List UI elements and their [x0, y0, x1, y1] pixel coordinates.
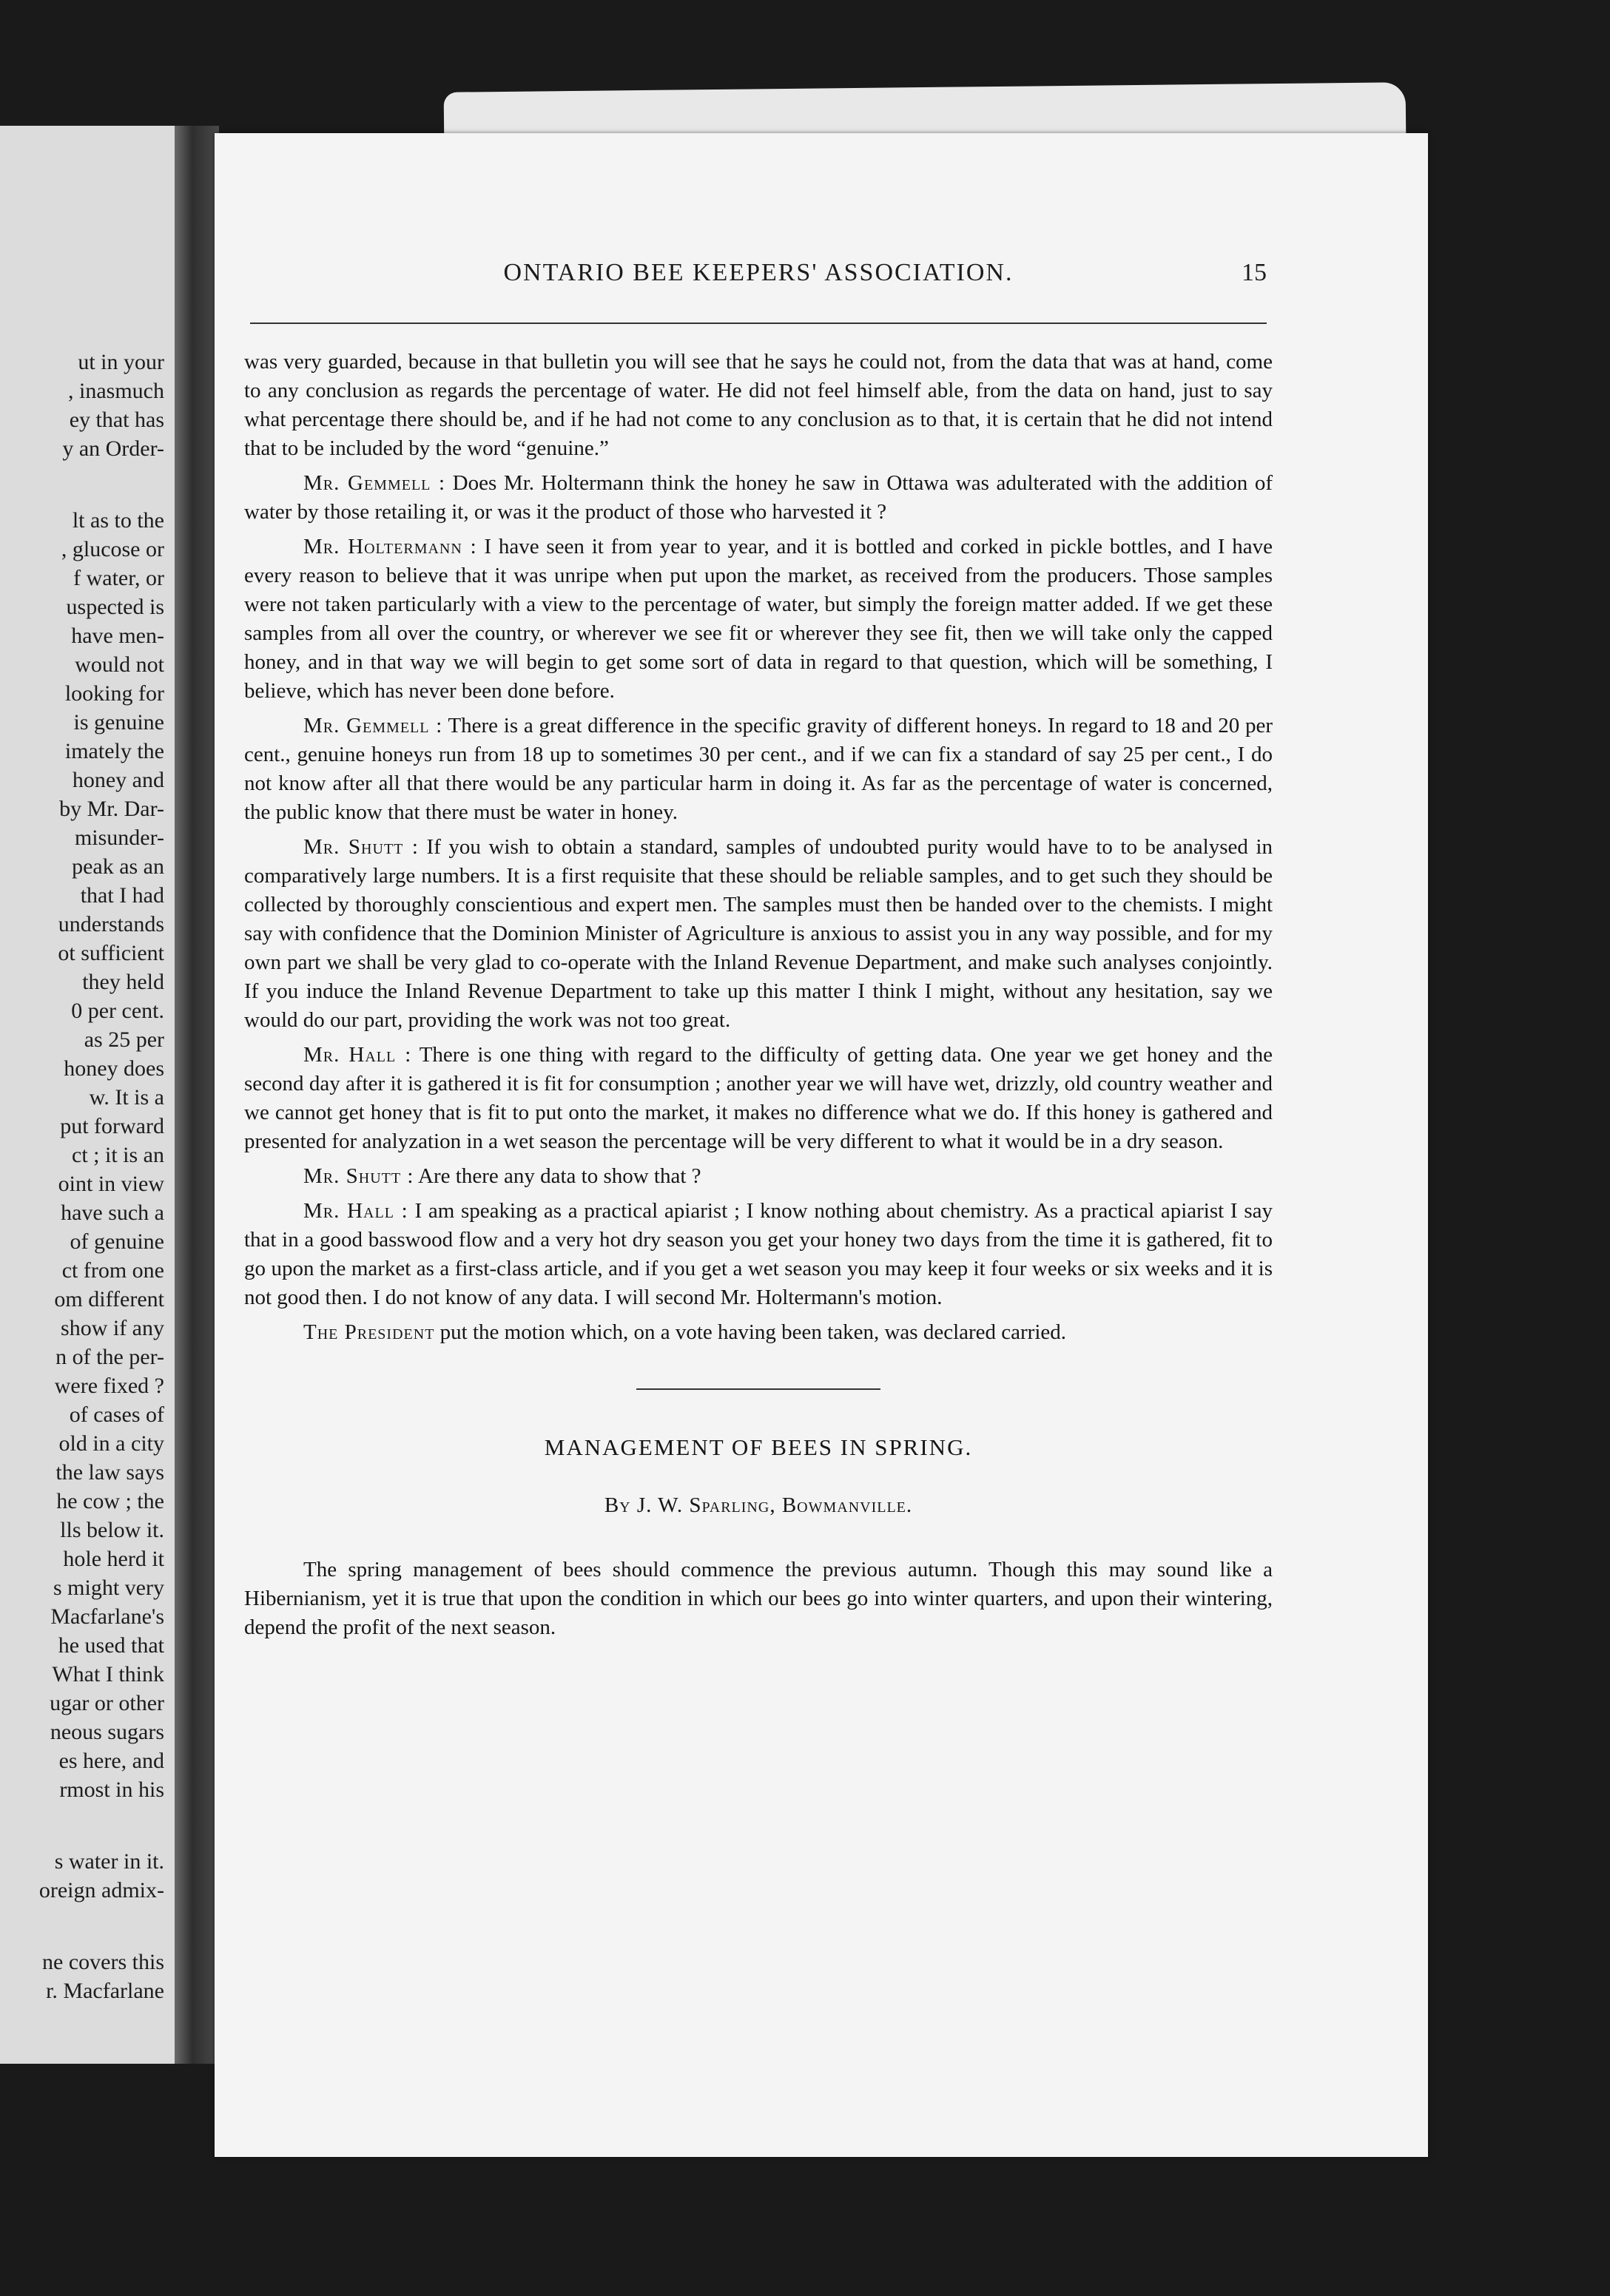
speaker-name: Mr. Hall :: [303, 1199, 408, 1223]
left-page-line: ey that has: [69, 408, 164, 432]
left-page-line: oint in view: [58, 1172, 164, 1196]
paragraph: [244, 1041, 1273, 1156]
body-text: [244, 348, 1273, 1648]
left-page-line: y an Order-: [62, 436, 164, 461]
left-page-line: that I had: [80, 883, 164, 908]
speaker-name: Mr. Shutt :: [303, 835, 419, 859]
left-page-line: 0 per cent.: [71, 999, 164, 1023]
left-page-line: f water, or: [73, 566, 164, 590]
left-page-line: put forward: [60, 1114, 164, 1138]
left-page-line: Macfarlane's: [50, 1604, 164, 1629]
main-page: [215, 133, 1428, 2157]
left-page-line: lt as to the: [72, 508, 164, 533]
left-page-line: by Mr. Dar-: [59, 797, 164, 821]
paragraph-text: I have seen it from year to year, and it is bottled and corked in pickle bottles, and I have every reason to believe that it was unripe when put upon the market, as received from the producers. Those samples were not taken particularly with a view to the percentage of water, but simply the foreign matter added. If we get these samples from all over the country, or wherever we see fit or wherever they see fit, then we will take only the capped honey, and in that way we will begin to get some sort of data in regard to that question, which will be something, I believe, which has never been done before.: [244, 535, 1273, 703]
section-paragraph: [244, 1556, 1273, 1642]
left-page-line: ne covers this: [42, 1950, 164, 1974]
paragraph-text: I am speaking as a practical apiarist ; I know nothing about chemistry. As a practical apiarist I say that in a good basswood flow and a very hot dry season you get your honey two days from the time it is gathered, fit to go upon the market as a first-class article, and if you get a wet season you may keep it four weeks or six weeks and it is not good then. I do not know of any data. I will second Mr. Holtermann's motion.: [244, 1199, 1273, 1309]
left-page-line: were fixed ?: [54, 1374, 164, 1398]
left-page-line: ut in your: [78, 350, 164, 374]
paragraph-text: Are there any data to show that ?: [414, 1164, 701, 1188]
left-page-line: as 25 per: [84, 1027, 164, 1052]
paragraph-text: There is one thing with regard to the difficulty of getting data. One year we get honey and the second day after it is gathered it is fit for consumption ; another year we will have wet, drizzly, old country weather and we cannot get honey that is fit to put onto the market, it makes no difference what we do. If this honey is gathered and presented for analyzation in a wet season the percentage will be very different to what it would be in a dry season.: [244, 1043, 1273, 1153]
left-page-line: he cow ; the: [56, 1489, 164, 1513]
left-page-line: would not: [75, 652, 164, 677]
left-page-line: s might very: [53, 1576, 164, 1600]
left-page-line: What I think: [52, 1662, 164, 1686]
paragraph: [244, 1197, 1273, 1312]
page-number: 15: [1242, 259, 1267, 286]
left-page-line: understands: [58, 912, 164, 936]
page-header: [250, 259, 1267, 296]
paragraph-text: There is a great difference in the specific gravity of different honeys. In regard to 18 and 20 per cent., genuine honeys run from 18 up to sometimes 30 per cent., and if we can fix a standard of say 25 per cent., I do not know after all that there would be any particular harm in doing it. As far as the percentage of water is concerned, the public know that there must be water in honey.: [244, 714, 1273, 824]
section-title: MANAGEMENT OF BEES IN SPRING.: [544, 1434, 973, 1460]
left-page-line: hole herd it: [63, 1547, 164, 1571]
left-page-line: honey and: [72, 768, 164, 792]
left-page-line: have men-: [71, 624, 164, 648]
speaker-name: Mr. Hall :: [303, 1043, 412, 1067]
left-page-line: [0, 463, 164, 506]
paragraph-text: put the motion which, on a vote having been taken, was declared carried.: [434, 1320, 1067, 1344]
speaker-name: Mr. Holtermann :: [303, 535, 477, 558]
left-page-line: [0, 1905, 164, 1948]
left-page-fragment: [0, 126, 175, 2064]
speaker-name: Mr. Gemmell :: [303, 714, 443, 737]
paragraph-text: The spring management of bees should commence the previous autumn. Though this may sound like a Hibernianism, yet it is true that upon the condition in which our bees go into winter quarters, and upon their wintering, depend the profit of the next season.: [244, 1558, 1273, 1639]
running-title: ONTARIO BEE KEEPERS' ASSOCIATION.: [503, 259, 1014, 286]
paragraph: [244, 348, 1273, 463]
left-page-line: show if any: [61, 1316, 164, 1340]
left-page-line: ct from one: [61, 1258, 164, 1283]
left-page-line: lls below it.: [60, 1518, 164, 1542]
left-page-line: r. Macfarlane: [46, 1979, 164, 2003]
left-page-line: misunder-: [74, 825, 164, 850]
left-page-line: peak as an: [72, 854, 164, 879]
left-page-line: they held: [82, 970, 164, 994]
paragraph: [244, 1318, 1273, 1347]
header-rule: [250, 323, 1267, 324]
paragraph: [244, 712, 1273, 827]
left-page-line: es here, and: [58, 1749, 164, 1773]
paragraph: [244, 533, 1273, 706]
paragraph: [244, 833, 1273, 1035]
section-divider: [636, 1388, 880, 1390]
left-page-line: , glucose or: [61, 537, 164, 561]
left-page-line: he used that: [58, 1633, 164, 1658]
left-page-line: looking for: [64, 681, 164, 706]
left-page-line: s water in it.: [54, 1849, 164, 1874]
left-page-line: ugar or other: [50, 1691, 164, 1715]
speaker-name: The President: [303, 1320, 435, 1344]
left-page-line: neous sugars: [50, 1720, 164, 1744]
speaker-name: Mr. Shutt :: [303, 1164, 414, 1188]
left-page-line: ct ; it is an: [72, 1143, 164, 1167]
left-page-line: have such a: [61, 1201, 164, 1225]
left-page-line: of genuine: [70, 1229, 164, 1254]
section-byline: By J. W. Sparling, Bowmanville.: [604, 1493, 913, 1517]
left-page-line: honey does: [64, 1056, 164, 1081]
left-page-line: old in a city: [58, 1431, 164, 1456]
left-page-line: rmost in his: [59, 1777, 164, 1802]
paragraph: [244, 1162, 1273, 1191]
left-page-line: is genuine: [73, 710, 164, 735]
paragraph-text: If you wish to obtain a standard, samples of undoubted purity would have to to be analysed in comparatively large numbers. It is a first requisite that these should be reliable samples, and to get such they should be collected by thoroughly conscientious and expert men. The samples must then be handed over to the chemists. I might say with confidence that the Dominion Minister of Agriculture is anxious to assist you in any way possible, and for my own part we shall be very glad to co-operate with the Inland Revenue Department, and make such analyses conjointly. If you induce the Inland Revenue Department to take up this matter I think I might, without any hesitation, say we would do our part, providing the work was not too great.: [244, 835, 1273, 1032]
paragraph-text: Does Mr. Holtermann think the honey he saw in Ottawa was adulterated with the addition of water by those retailing it, or was it the product of those who harvested it ?: [244, 471, 1273, 524]
left-page-line: , inasmuch: [68, 379, 164, 403]
left-page-line: uspected is: [66, 595, 164, 619]
paragraph-text: was very guarded, because in that bulletin you will see that he says he could not, from the data that was at hand, come to any conclusion as regards the percentage of water. He did not feel himself able, from the data on hand, just to say what percentage there should be, and if he had not come to any conclusion as to that, it is certain that he did not intend that to be included by the word “genuine.”: [244, 350, 1273, 460]
left-page-line: om different: [54, 1287, 164, 1311]
paragraph: [244, 469, 1273, 527]
left-page-line: oreign admix-: [38, 1878, 164, 1902]
left-page-line: ot sufficient: [58, 941, 164, 965]
left-page-line: [0, 1804, 164, 1847]
book-gutter: [175, 126, 219, 2064]
left-page-line: w. It is a: [89, 1085, 164, 1110]
left-page-line: imately the: [64, 739, 164, 763]
left-page-line: of cases of: [69, 1402, 164, 1427]
speaker-name: Mr. Gemmell :: [303, 471, 446, 495]
left-page-line: the law says: [55, 1460, 164, 1485]
left-page-line: n of the per-: [55, 1345, 164, 1369]
left-page-text-column: [0, 348, 164, 2005]
